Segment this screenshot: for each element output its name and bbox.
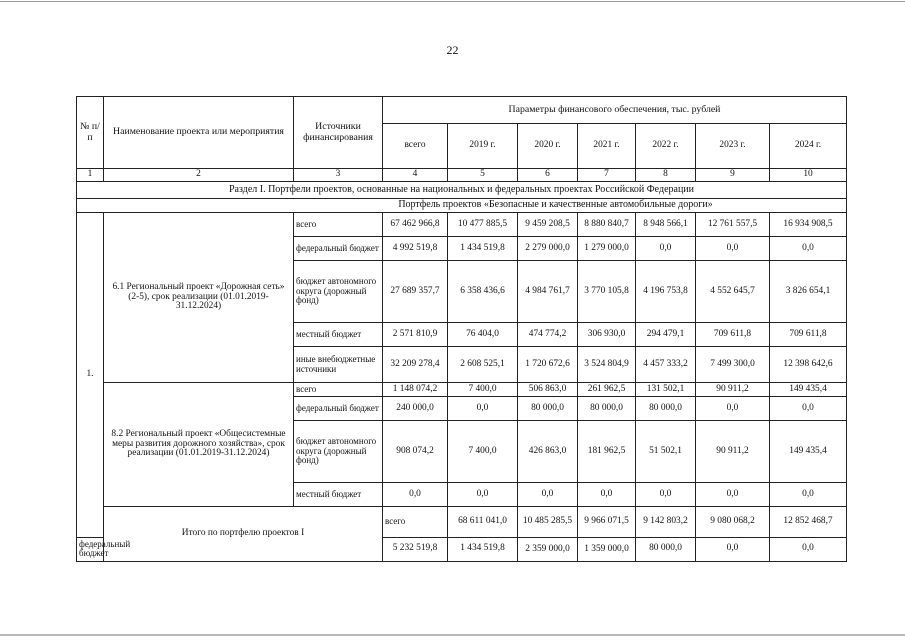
value-cell: 0,0 xyxy=(696,397,770,421)
value-cell: 709 611,8 xyxy=(770,323,847,347)
value-cell: 306 930,0 xyxy=(578,323,636,347)
column-number: 2 xyxy=(104,169,294,182)
header-num: № п/п xyxy=(77,97,104,169)
value-cell: 149 435,4 xyxy=(770,421,847,483)
header-year: 2022 г. xyxy=(636,124,696,169)
header-year: 2020 г. xyxy=(518,124,578,169)
source-label: местный бюджет xyxy=(294,323,383,347)
column-number: 9 xyxy=(696,169,770,182)
project-name: 8.2 Региональный проект «Общесистемные меры развития дорожного хозяйства», срок реализации (01.01.2019-31.12.2024) xyxy=(104,383,294,507)
value-cell: 0,0 xyxy=(770,483,847,507)
value-cell: 12 852 468,7 xyxy=(770,507,847,538)
value-cell: 32 209 278,4 xyxy=(383,347,448,383)
header-year: 2021 г. xyxy=(578,124,636,169)
source-label: всего xyxy=(294,383,383,397)
value-cell: 8 880 840,7 xyxy=(578,213,636,237)
value-cell: 2 571 810,9 xyxy=(383,323,448,347)
value-cell: 1 434 519,8 xyxy=(448,237,518,261)
source-label: иные внебюджетные источники xyxy=(294,347,383,383)
value-cell: 80 000,0 xyxy=(578,397,636,421)
header-name: Наименование проекта или мероприятия xyxy=(104,97,294,169)
value-cell: 80 000,0 xyxy=(636,537,696,561)
value-cell: 7 499 300,0 xyxy=(696,347,770,383)
value-cell: 80 000,0 xyxy=(518,397,578,421)
value-cell: 9 080 068,2 xyxy=(696,507,770,538)
value-cell: 294 479,1 xyxy=(636,323,696,347)
value-cell: 5 232 519,8 xyxy=(383,537,448,561)
column-number-row xyxy=(77,169,847,182)
value-cell: 181 962,5 xyxy=(578,421,636,483)
column-number: 6 xyxy=(518,169,578,182)
value-cell: 3 524 804,9 xyxy=(578,347,636,383)
portfolio-title: Портфель проектов «Безопасные и качественные автомобильные дороги» xyxy=(77,199,847,213)
value-cell: 16 934 908,5 xyxy=(770,213,847,237)
value-cell: 506 863,0 xyxy=(518,383,578,397)
value-cell: 0,0 xyxy=(770,537,847,561)
section-title: Раздел I. Портфели проектов, основанные на национальных и федеральных проектах Российской Федерации xyxy=(77,182,847,199)
value-cell: 9 966 071,5 xyxy=(578,507,636,538)
value-cell: 90 911,2 xyxy=(696,421,770,483)
value-cell: 0,0 xyxy=(448,483,518,507)
header-year: всего xyxy=(383,124,448,169)
value-cell: 27 689 357,7 xyxy=(383,261,448,323)
value-cell: 90 911,2 xyxy=(696,383,770,397)
value-cell: 68 611 041,0 xyxy=(448,507,518,538)
column-number: 10 xyxy=(770,169,847,182)
column-number: 3 xyxy=(294,169,383,182)
total-name: Итого по портфелю проектов I xyxy=(104,507,383,562)
column-number: 1 xyxy=(77,169,104,182)
value-cell: 0,0 xyxy=(770,237,847,261)
source-label: всего xyxy=(294,213,383,237)
scan-edge-bottom xyxy=(0,634,905,636)
value-cell: 4 552 645,7 xyxy=(696,261,770,323)
value-cell: 474 774,2 xyxy=(518,323,578,347)
value-cell: 0,0 xyxy=(770,397,847,421)
value-cell: 0,0 xyxy=(636,483,696,507)
value-cell: 76 404,0 xyxy=(448,323,518,347)
value-cell: 149 435,4 xyxy=(770,383,847,397)
value-cell: 12 761 557,5 xyxy=(696,213,770,237)
scan-edge-top xyxy=(0,1,905,2)
value-cell: 261 962,5 xyxy=(578,383,636,397)
row-index: 1. xyxy=(77,213,104,538)
table-row xyxy=(77,383,847,397)
value-cell: 12 398 642,6 xyxy=(770,347,847,383)
value-cell: 0,0 xyxy=(636,237,696,261)
value-cell: 2 359 000,0 xyxy=(518,537,578,561)
header-params: Параметры финансового обеспечения, тыс. рублей xyxy=(383,97,847,124)
financing-table xyxy=(76,96,847,562)
source-label: всего xyxy=(383,507,448,538)
value-cell: 1 720 672,6 xyxy=(518,347,578,383)
column-number: 8 xyxy=(636,169,696,182)
project-name: 6.1 Региональный проект «Дорожная сеть» (2-5), срок реализации (01.01.2019-31.12.2024) xyxy=(104,213,294,383)
value-cell: 0,0 xyxy=(383,483,448,507)
value-cell: 1 279 000,0 xyxy=(578,237,636,261)
value-cell: 0,0 xyxy=(696,537,770,561)
value-cell: 80 000,0 xyxy=(636,397,696,421)
value-cell: 8 948 566,1 xyxy=(636,213,696,237)
value-cell: 4 196 753,8 xyxy=(636,261,696,323)
value-cell: 1 148 074,2 xyxy=(383,383,448,397)
value-cell: 4 992 519,8 xyxy=(383,237,448,261)
value-cell: 9 459 208,5 xyxy=(518,213,578,237)
source-label: бюджет автономного округа (дорожный фонд) xyxy=(294,261,383,323)
source-label: федеральный бюджет xyxy=(294,397,383,421)
value-cell: 9 142 803,2 xyxy=(636,507,696,538)
header-year: 2024 г. xyxy=(770,124,847,169)
value-cell: 3 826 654,1 xyxy=(770,261,847,323)
value-cell: 10 477 885,5 xyxy=(448,213,518,237)
value-cell: 6 358 436,6 xyxy=(448,261,518,323)
page-number: 22 xyxy=(446,43,459,57)
value-cell: 1 359 000,0 xyxy=(578,537,636,561)
value-cell: 7 400,0 xyxy=(448,421,518,483)
table-row xyxy=(77,507,847,538)
column-number: 7 xyxy=(578,169,636,182)
value-cell: 2 608 525,1 xyxy=(448,347,518,383)
value-cell: 240 000,0 xyxy=(383,397,448,421)
source-label: федеральный бюджет xyxy=(77,537,104,561)
source-label: федеральный бюджет xyxy=(294,237,383,261)
column-number: 5 xyxy=(448,169,518,182)
value-cell: 4 457 333,2 xyxy=(636,347,696,383)
value-cell: 3 770 105,8 xyxy=(578,261,636,323)
header-year: 2019 г. xyxy=(448,124,518,169)
value-cell: 908 074,2 xyxy=(383,421,448,483)
value-cell: 0,0 xyxy=(448,397,518,421)
value-cell: 709 611,8 xyxy=(696,323,770,347)
value-cell: 0,0 xyxy=(696,237,770,261)
header-sources: Источники финансирования xyxy=(294,97,383,169)
value-cell: 67 462 966,8 xyxy=(383,213,448,237)
source-label: бюджет автономного округа (дорожный фонд) xyxy=(294,421,383,483)
table-row xyxy=(77,213,847,237)
value-cell: 0,0 xyxy=(578,483,636,507)
value-cell: 0,0 xyxy=(696,483,770,507)
value-cell: 7 400,0 xyxy=(448,383,518,397)
value-cell: 2 279 000,0 xyxy=(518,237,578,261)
value-cell: 426 863,0 xyxy=(518,421,578,483)
value-cell: 51 502,1 xyxy=(636,421,696,483)
header-year: 2023 г. xyxy=(696,124,770,169)
value-cell: 4 984 761,7 xyxy=(518,261,578,323)
value-cell: 0,0 xyxy=(518,483,578,507)
column-number: 4 xyxy=(383,169,448,182)
value-cell: 10 485 285,5 xyxy=(518,507,578,538)
source-label: местный бюджет xyxy=(294,483,383,507)
value-cell: 131 502,1 xyxy=(636,383,696,397)
value-cell: 1 434 519,8 xyxy=(448,537,518,561)
